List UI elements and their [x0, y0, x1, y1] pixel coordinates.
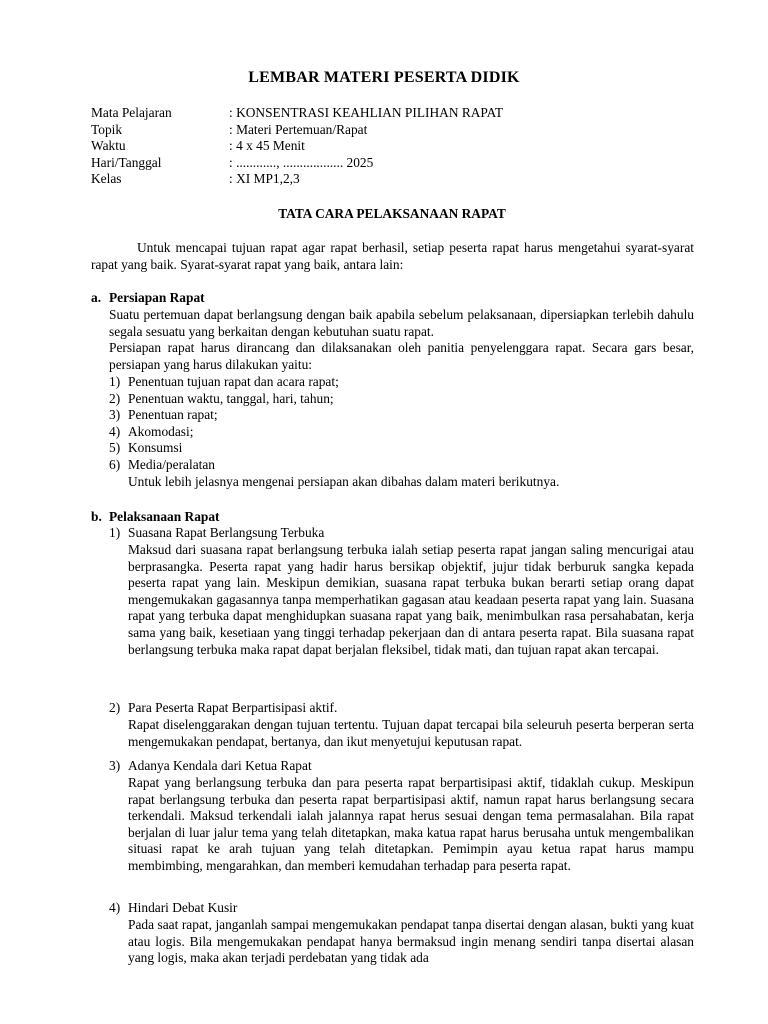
section-marker: b.	[91, 509, 102, 524]
preparation-note: Untuk lebih jelasnya mengenai persiapan akan dibahas dalam materi berikutnya.	[128, 474, 560, 489]
paragraph: Persiapan rapat harus dirancang dan dilaksanakan oleh panitia penyelenggara rapat. Secara gars besar, persiapan yang harus dilakukan yaitu:	[109, 340, 694, 372]
meta-label: Kelas	[91, 171, 122, 187]
meta-row-class	[91, 171, 691, 188]
page-title: LEMBAR MATERI PESERTA DIDIK	[248, 69, 520, 86]
paragraph: Suatu pertemuan dapat berlangsung dengan baik apabila sebelum pelaksanaan, dipersiapkan terlebih dahulu segala sesuatu yang berkaitan dengan kebutuhan suatu rapat.	[109, 307, 694, 339]
section-a-body	[109, 307, 694, 373]
list-number: 3)	[109, 407, 121, 423]
subsection-body-3: Rapat yang berlangsung terbuka dan para peserta rapat berpartisipasi aktif, tidaklah cukup. Meskipun rapat berlangsung terbuka dan peserta rapat berpartisipasi aktif, namun rapat harus berlangsung secara terkendali. Maksud terkendali ialah jalannya rapat herus sesuai dengan tema permasalahan. Bila rapat berjalan di luar jalur tema yang telah ditetapkan, maka katua rapat harus berusaha untuk mengembalikan situasi rapat ke arah tujuan yang telah ditetapkan. Pemimpin ayau ketua rapat harus mampu membimbing, mengarahkan, dan memberi kemudahan terhadap para peserta rapat.	[128, 775, 694, 873]
list-number: 2)	[109, 390, 121, 406]
list-number: 4)	[109, 423, 121, 439]
meta-label: Mata Pelajaran	[91, 105, 172, 120]
meta-label: Topik	[91, 121, 123, 137]
section-heading-text: Persiapan Rapat	[109, 290, 205, 305]
subsection-title-1	[109, 525, 324, 542]
subsection-number: 2)	[109, 700, 121, 715]
meta-value: : 4 x 45 Menit	[229, 138, 305, 154]
meta-value: : KONSENTRASI KEAHLIAN PILIHAN RAPAT	[229, 105, 504, 120]
subsection-title-text: Para Peserta Rapat Berpartisipasi aktif.	[128, 700, 338, 715]
meta-value: : Materi Pertemuan/Rapat	[229, 121, 368, 137]
section-marker: a.	[91, 290, 102, 305]
list-item	[109, 457, 339, 474]
subsection-number: 4)	[109, 900, 121, 915]
list-text: Konsumsi	[128, 440, 183, 456]
subsection-title-3	[109, 758, 312, 775]
list-item	[109, 440, 339, 457]
meta-row-date	[91, 155, 691, 172]
section-a-heading	[91, 290, 205, 307]
list-text: Penentuan tujuan rapat dan acara rapat;	[128, 374, 339, 389]
list-text: Penentuan waktu, tanggal, hari, tahun;	[128, 390, 334, 406]
preparation-list	[109, 374, 339, 474]
subsection-body-4: Pada saat rapat, janganlah sampai mengemukakan pendapat tanpa disertai dengan alasan, bukti yang kuat atau logis. Bila mengemukakan pendapat hanya bermaksud ingin menang sendiri tanpa disertai alasan yang logis, maka akan terjadi perdebatan yang tidak ada	[128, 917, 694, 966]
list-number: 1)	[109, 374, 121, 389]
subsection-number: 1)	[109, 525, 121, 540]
subsection-body-2: Rapat diselenggarakan dengan tujuan tertentu. Tujuan dapat tercapai bila seleuruh peserta berperan serta mengemukakan pendapat, bertanya, dan ikut menyetujui keputusan rapat.	[128, 717, 694, 749]
meta-value: : ............, .................. 2025	[229, 154, 374, 170]
list-number: 6)	[109, 456, 121, 472]
meta-row-topic	[91, 122, 691, 139]
subsection-title-4	[109, 900, 237, 917]
subsection-body-1: Maksud dari suasana rapat berlangsung terbuka ialah setiap peserta rapat jangan saling mencurigai atau berprasangka. Peserta rapat yang hadir harus bersikap objektif, jujur tidak berburuk sangka kepada peserta rapat yang lain. Meskipun demikian, suasana rapat terbuka bukan berarti setiap orang dapat mengemukakan gagasannya tanpa memperhatikan gagasan atau keadaan peserta rapat yang lain. Suasana rapat yang terbuka dapat menghidupkan suasana rapat yang baik, menimbulkan rasa persahabatan, kerja sama yang baik, kesetiaan yang tinggi terhadap pekerjaan dan di antara peserta rapat. Bila suasana rapat berlangsung terbuka maka rapat dapat berjalan fleksibel, tidak mati, dan tujuan rapat akan tercapai.	[128, 542, 694, 657]
meta-table	[91, 105, 691, 188]
list-item	[109, 407, 339, 424]
subsection-title-text: Adanya Kendala dari Ketua Rapat	[128, 758, 312, 773]
subsection-title-text: Hindari Debat Kusir	[128, 900, 238, 915]
list-text: Penentuan rapat;	[128, 407, 218, 423]
meta-label: Waktu	[91, 138, 126, 154]
list-number: 5)	[109, 440, 121, 456]
list-text: Akomodasi;	[128, 423, 194, 439]
list-item	[109, 424, 339, 441]
section-heading-text: Pelaksanaan Rapat	[109, 509, 220, 524]
section-title: TATA CARA PELAKSANAAN RAPAT	[278, 206, 506, 221]
meta-row-subject	[91, 105, 691, 122]
list-item	[109, 374, 339, 391]
meta-label: Hari/Tanggal	[91, 154, 162, 170]
list-text: Media/peralatan	[128, 456, 215, 472]
list-item	[109, 391, 339, 408]
subsection-number: 3)	[109, 758, 121, 773]
subsection-title-2	[109, 700, 337, 717]
intro-paragraph: Untuk mencapai tujuan rapat agar rapat berhasil, setiap peserta rapat harus mengetahui syarat-syarat rapat yang baik. Syarat-syarat rapat yang baik, antara lain:	[91, 240, 694, 272]
meta-value: : XI MP1,2,3	[229, 171, 300, 187]
subsection-title-text: Suasana Rapat Berlangsung Terbuka	[128, 525, 325, 540]
section-b-heading	[91, 509, 220, 526]
meta-row-time	[91, 138, 691, 155]
